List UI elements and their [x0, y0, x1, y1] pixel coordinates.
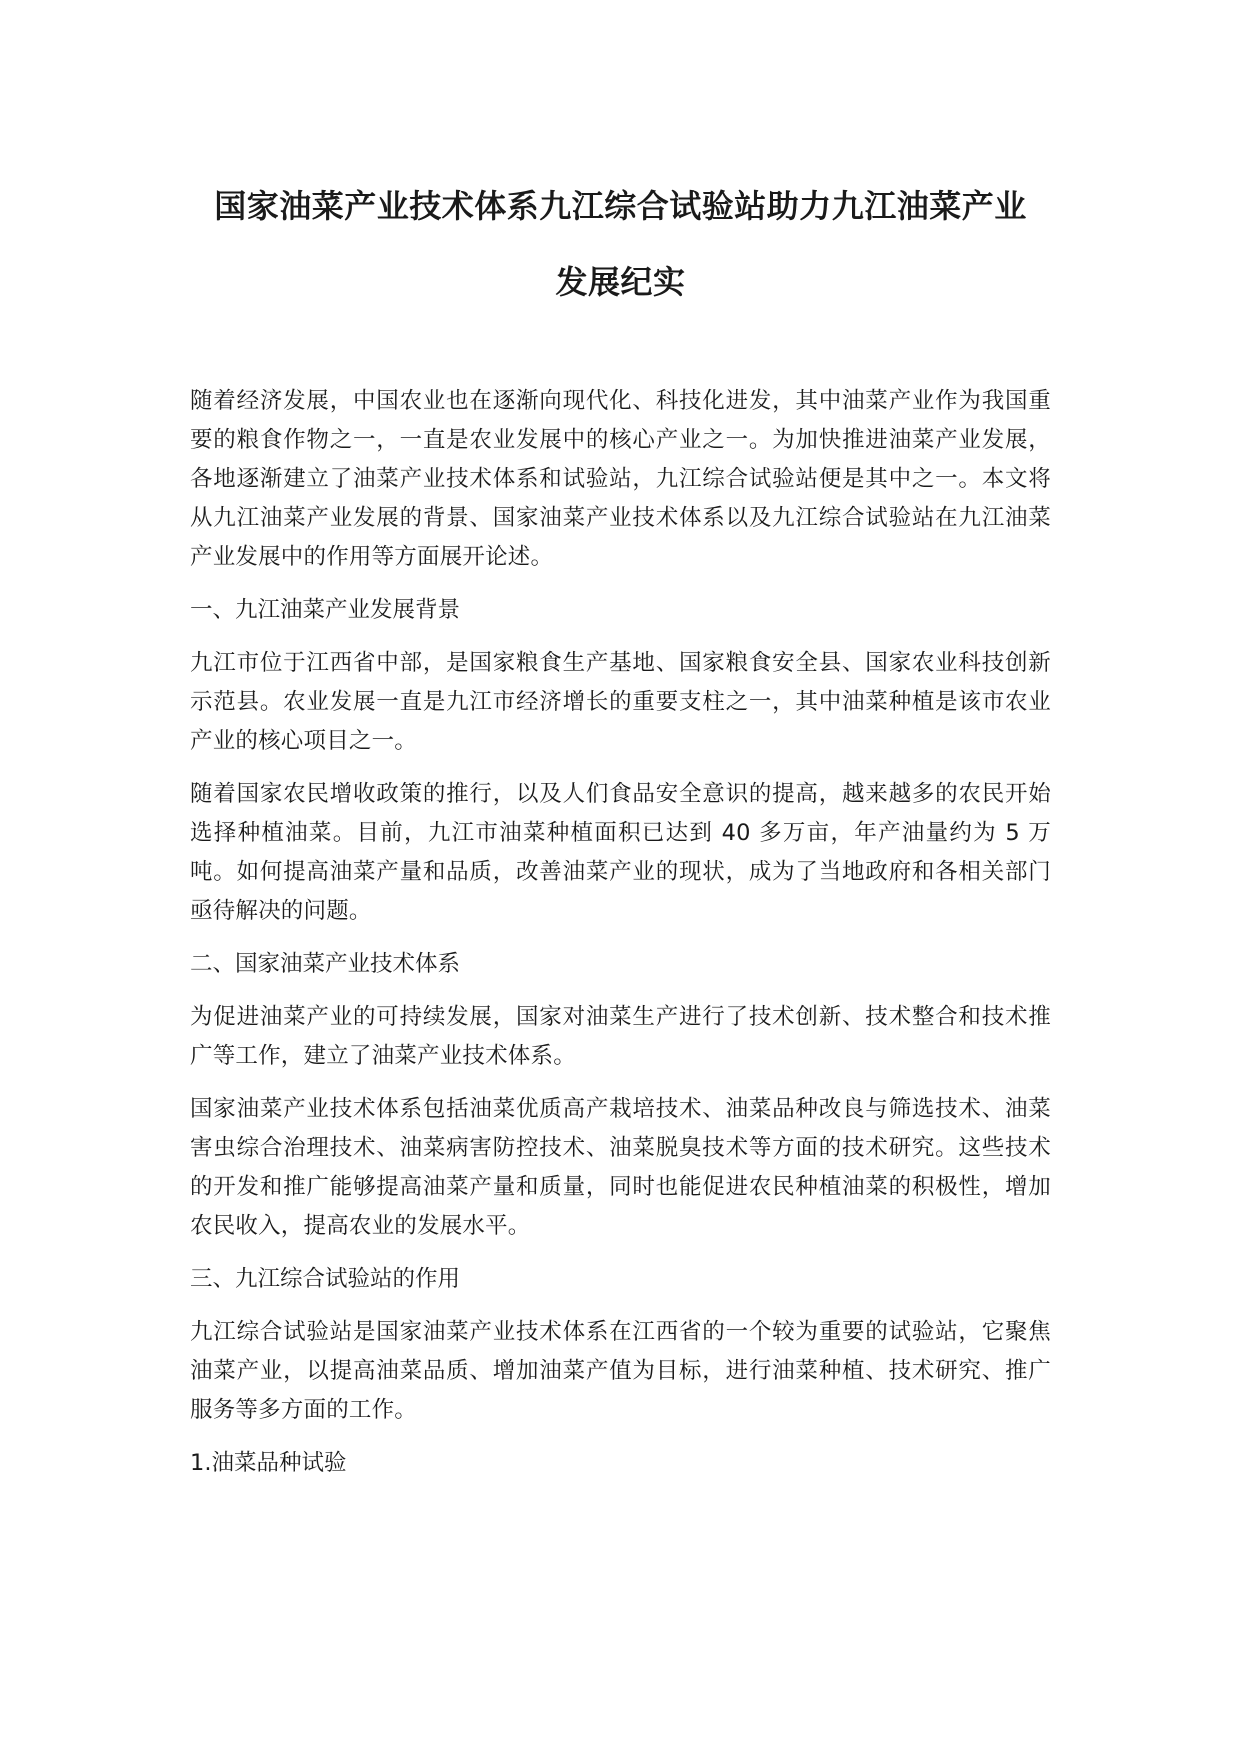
intro-paragraph: 随着经济发展，中国农业也在逐渐向现代化、科技化进发，其中油菜产业作为我国重要的粮食作物之一，一直是农业发展中的核心产业之一。为加快推进油菜产业发展，各地逐渐建立了油菜产业技术体系和试验站，九江综合试验站便是其中之一。本文将从九江油菜产业发展的背景、国家油菜产业技术体系以及九江综合试验站在九江油菜产业发展中的作用等方面展开论述。 [190, 388, 1051, 570]
document-body [190, 382, 1051, 1483]
document-title [190, 168, 1051, 320]
tech-system-paragraph-1: 为促进油菜产业的可持续发展，国家对油菜生产进行了技术创新、技术整合和技术推广等工作，建立了油菜产业技术体系。 [190, 1004, 1051, 1069]
tech-system-paragraph-2: 国家油菜产业技术体系包括油菜优质高产栽培技术、油菜品种改良与筛选技术、油菜害虫综合治理技术、油菜病害防控技术、油菜脱臭技术等方面的技术研究。这些技术的开发和推广能够提高油菜产量和质量，同时也能促进农民种植油菜的积极性，增加农民收入，提高农业的发展水平。 [190, 1096, 1051, 1239]
background-paragraph-2: 随着国家农民增收政策的推行，以及人们食品安全意识的提高，越来越多的农民开始选择种植油菜。目前，九江市油菜种植面积已达到 40 多万亩，年产油量约为 5 万吨。如何提高油菜产量和品质，改善油菜产业的现状，成为了当地政府和各相关部门亟待解决的问题。 [190, 781, 1051, 924]
title-line-2: 发展纪实 [555, 263, 686, 301]
title-line-1: 国家油菜产业技术体系九江综合试验站助力九江油菜产业 [214, 187, 1027, 225]
station-role-paragraph: 九江综合试验站是国家油菜产业技术体系在江西省的一个较为重要的试验站，它聚焦油菜产业，以提高油菜品质、增加油菜产值为目标，进行油菜种植、技术研究、推广服务等多方面的工作。 [190, 1319, 1051, 1423]
subsection-heading-1: 1.油菜品种试验 [190, 1450, 347, 1476]
section-heading-3: 三、九江综合试验站的作用 [190, 1266, 461, 1292]
section-heading-2: 二、国家油菜产业技术体系 [190, 951, 461, 977]
section-heading-1: 一、九江油菜产业发展背景 [190, 597, 461, 623]
background-paragraph-1: 九江市位于江西省中部，是国家粮食生产基地、国家粮食安全县、国家农业科技创新示范县。农业发展一直是九江市经济增长的重要支柱之一，其中油菜种植是该市农业产业的核心项目之一。 [190, 650, 1051, 754]
